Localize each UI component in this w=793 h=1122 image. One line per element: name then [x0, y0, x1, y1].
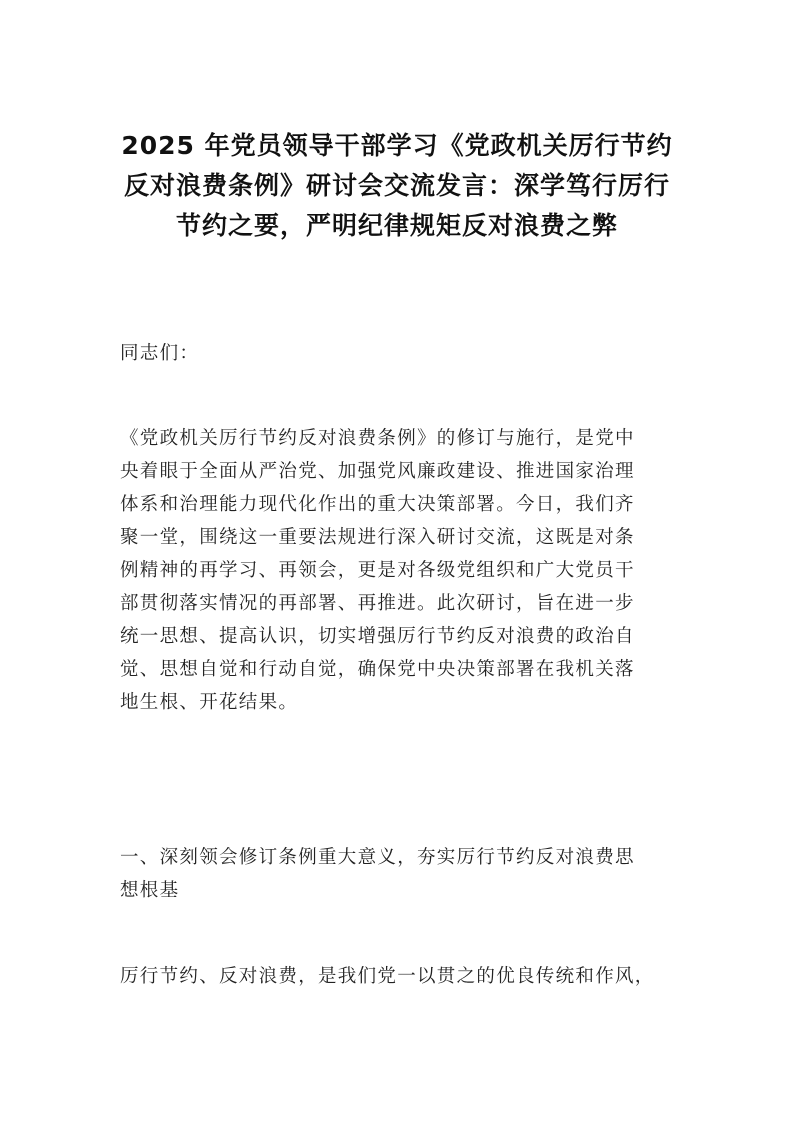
paragraph-line: 觉、思想自觉和行动自觉，确保党中央决策部署在我机关落 — [120, 659, 635, 680]
title-line: 2025 年党员领导干部学习《党政机关厉行节约 — [121, 131, 673, 160]
paragraph-line: 厉行节约、反对浪费，是我们党一以贯之的优良传统和作风， — [120, 966, 655, 987]
section-heading-1 — [120, 841, 676, 907]
heading-line: 想根基 — [120, 880, 180, 901]
paragraph-line: 聚一堂，围绕这一重要法规进行深入研讨交流，这既是对条 — [120, 527, 635, 548]
heading-line: 一、深刻领会修订条例重大意义，夯实厉行节约反对浪费思 — [120, 847, 635, 868]
paragraph-line: 《党政机关厉行节约反对浪费条例》的修订与施行，是党中 — [120, 428, 635, 449]
greeting-text: 同志们： — [120, 343, 200, 364]
paragraph-line: 央着眼于全面从严治党、加强党风廉政建设、推进国家治理 — [120, 461, 635, 482]
paragraph-line: 体系和治理能力现代化作出的重大决策部署。今日，我们齐 — [120, 494, 635, 515]
paragraph-intro — [120, 422, 676, 719]
title-line: 节约之要，严明纪律规矩反对浪费之弊 — [175, 211, 618, 240]
paragraph-line: 部贯彻落实情况的再部署、再推进。此次研讨，旨在进一步 — [120, 593, 635, 614]
title-line: 反对浪费条例》研讨会交流发言：深学笃行厉行 — [123, 171, 670, 200]
paragraph-line: 统一思想、提高认识，切实增强厉行节约反对浪费的政治自 — [120, 626, 635, 647]
greeting — [120, 337, 676, 370]
paragraph-line: 地生根、开花结果。 — [120, 692, 299, 713]
paragraph-section-1 — [120, 960, 676, 993]
document-title — [112, 126, 682, 246]
paragraph-line: 例精神的再学习、再领会，更是对各级党组织和广大党员干 — [120, 560, 635, 581]
